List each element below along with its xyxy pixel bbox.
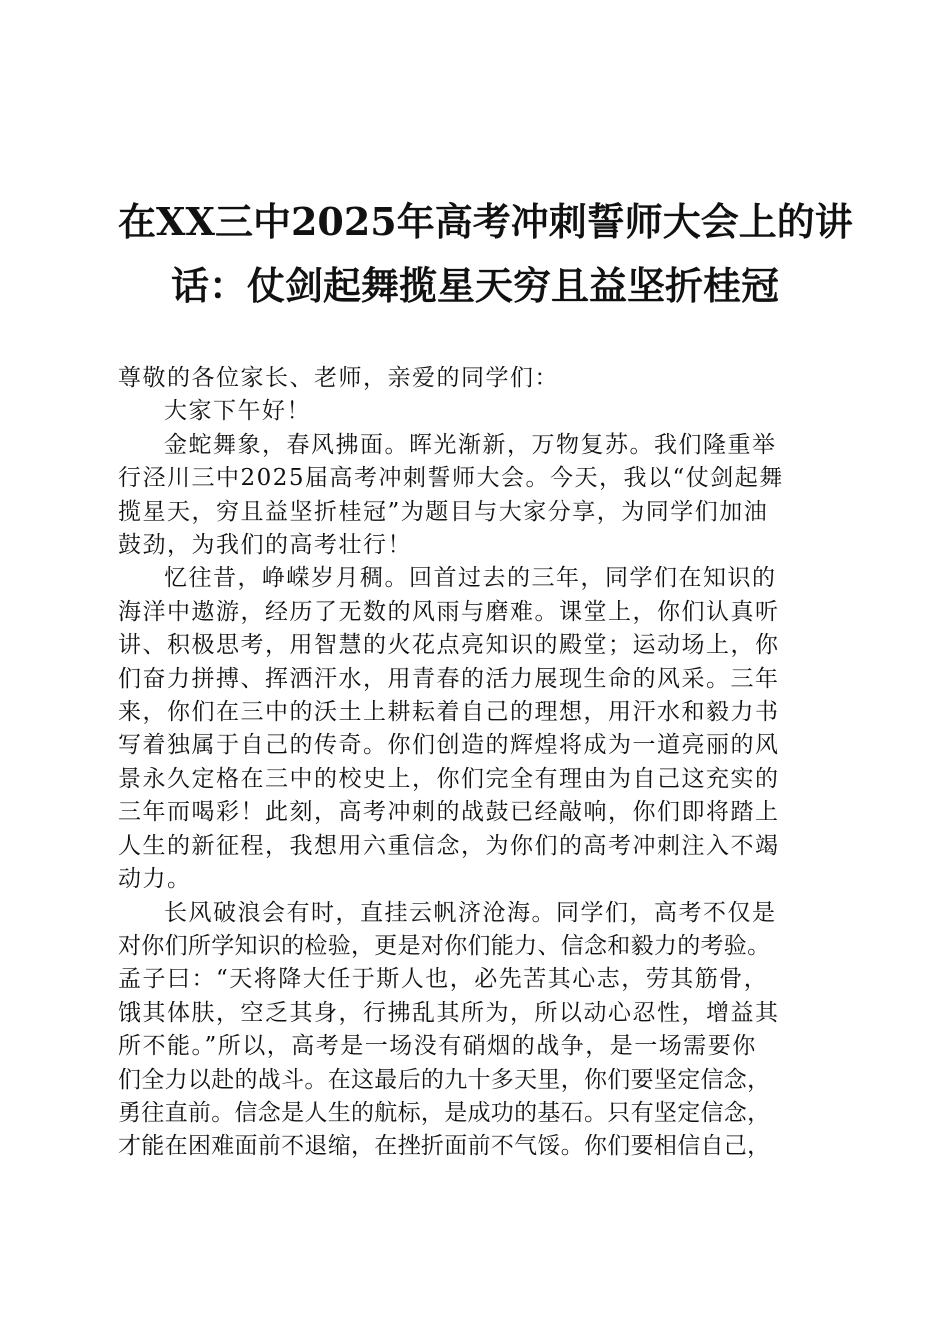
paragraph-line: 讲、积极思考，用智慧的火花点亮知识的殿堂；运动场上，你 <box>118 632 780 659</box>
document-title <box>118 190 853 318</box>
paragraph-line: 鼓劲，为我们的高考壮行！ <box>118 532 412 559</box>
paragraph-line: 动力。 <box>118 866 192 893</box>
paragraph-line: 勇往直前。信念是人生的航标，是成功的基石。只有坚定信念， <box>118 1099 771 1126</box>
paragraph-line: 饿其体肤，空乏其身，行拂乱其所为，所以动心忍性，增益其 <box>118 999 780 1026</box>
paragraph-line: 写着独属于自己的传奇。你们创造的辉煌将成为一道亮丽的风 <box>118 732 780 759</box>
document-body <box>118 362 832 1164</box>
paragraph-line: 孟子曰：“天将降大任于斯人也，必先苦其心志，劳其筋骨， <box>118 966 769 993</box>
paragraph-line: 海洋中遨游，经历了无数的风雨与磨难。课堂上，你们认真听 <box>118 598 780 625</box>
title-line-2: 话：仗剑起舞揽星天穷且益坚折桂冠 <box>170 263 779 308</box>
paragraph-line: 行泾川三中2025届高考冲刺誓师大会。今天，我以“仗剑起舞 <box>118 465 784 492</box>
paragraph-line: 景永久定格在三中的校史上，你们完全有理由为自己这充实的 <box>118 765 780 792</box>
paragraph-line: 所不能。”所以，高考是一场没有硝烟的战争，是一场需要你 <box>118 1033 757 1060</box>
paragraph-line: 金蛇舞象，春风拂面。晖光渐新，万物复苏。我们隆重举 <box>164 431 777 458</box>
paragraph-line: 揽星天，穷且益坚折桂冠”为题目与大家分享，为同学们加油 <box>118 498 769 525</box>
paragraph-line: 三年而喝彩！此刻，高考冲刺的战鼓已经敲响，你们即将踏上 <box>118 799 780 826</box>
paragraph-line: 才能在困难面前不退缩，在挫折面前不气馁。你们要相信自己， <box>118 1133 771 1160</box>
paragraph-line: 们全力以赴的战斗。在这最后的九十多天里，你们要坚定信念， <box>118 1066 771 1093</box>
paragraph-3 <box>118 897 832 1164</box>
paragraph-line: 们奋力拼搏、挥洒汗水，用青春的活力展现生命的风采。三年 <box>118 665 780 692</box>
title-line-1: 在XX三中2025年高考冲刺誓师大会上的讲 <box>118 199 853 244</box>
paragraph-2 <box>118 562 832 896</box>
paragraph-1 <box>118 429 832 563</box>
paragraph-line: 忆往昔，峥嵘岁月稠。回首过去的三年，同学们在知识的 <box>164 565 777 592</box>
paragraph-line: 长风破浪会有时，直挂云帆济沧海。同学们，高考不仅是 <box>164 899 777 926</box>
paragraph-line: 人生的新征程，我想用六重信念，为你们的高考冲刺注入不竭 <box>118 832 780 859</box>
greeting: 大家下午好！ <box>164 398 311 425</box>
salutation: 尊敬的各位家长、老师，亲爱的同学们： <box>118 365 559 391</box>
paragraph-line: 来，你们在三中的沃土上耕耘着自己的理想，用汗水和毅力书 <box>118 699 780 726</box>
paragraph-line: 对你们所学知识的检验，更是对你们能力、信念和毅力的考验。 <box>118 932 771 959</box>
